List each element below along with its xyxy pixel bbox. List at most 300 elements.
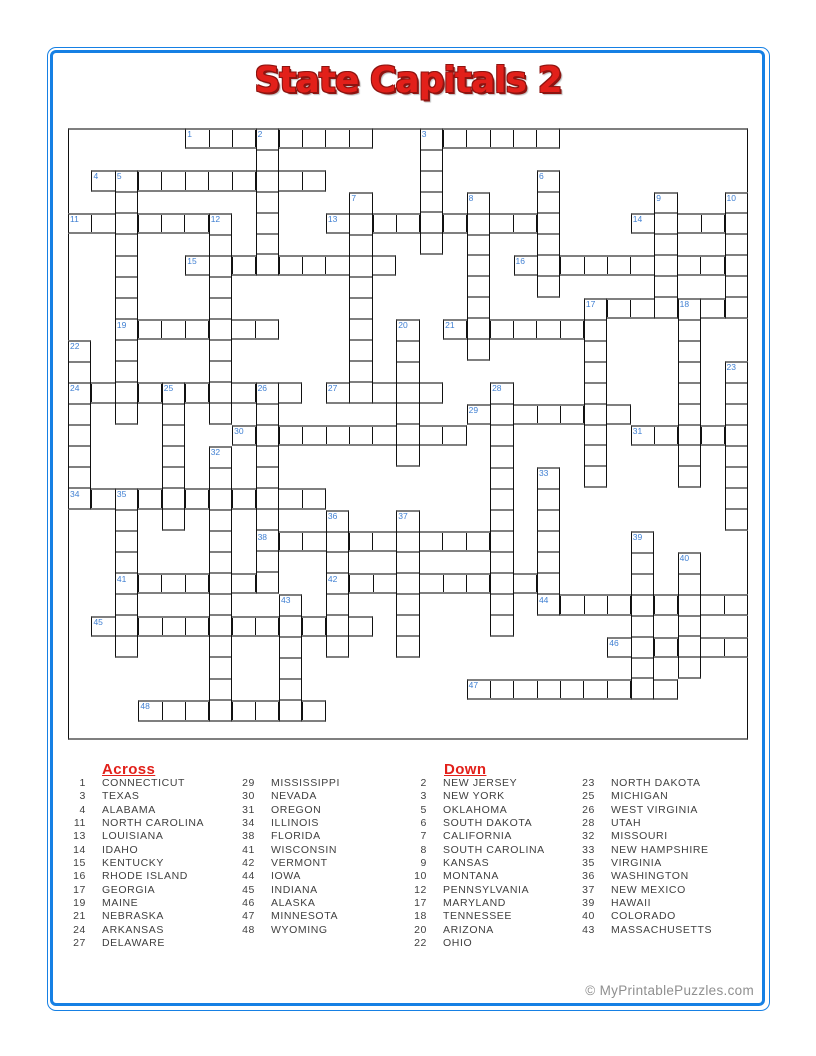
- grid-cell: [210, 383, 231, 404]
- grid-cell: [256, 702, 279, 719]
- grid-cell: [397, 637, 418, 656]
- clue-number: 35: [582, 857, 595, 870]
- clue-number: 22: [414, 937, 427, 950]
- cell-number-21: 21: [445, 319, 455, 330]
- grid-cell: [232, 575, 255, 592]
- cell-number-26: 26: [257, 383, 268, 394]
- cell-number-47: 47: [468, 680, 479, 691]
- grid-cell: [69, 363, 90, 384]
- grid-cell: [139, 575, 162, 592]
- grid-cell: [162, 215, 185, 232]
- grid-cell: [116, 214, 137, 235]
- cell-number-44: 44: [538, 595, 549, 606]
- down-word-28: [490, 382, 513, 636]
- down-word-7: [349, 192, 372, 404]
- clue-number: 7: [420, 830, 427, 843]
- grid-cell: [303, 702, 325, 719]
- down-clue-20: [397, 924, 545, 937]
- across-clue-46: [225, 897, 340, 910]
- clue-text: MINNESOTA: [271, 910, 339, 923]
- across-clue-29: [225, 777, 340, 790]
- grid-cell: [303, 533, 326, 550]
- clue-text: VIRGINIA: [611, 857, 662, 870]
- grid-cell: [163, 405, 184, 426]
- cell-number-13: 13: [327, 213, 338, 224]
- grid-cell: [679, 321, 700, 342]
- clue-number: 17: [414, 897, 427, 910]
- down-clue-26: [565, 804, 712, 817]
- down-clue-18: [397, 910, 545, 923]
- grid-cell: [186, 172, 209, 189]
- clue-number: 43: [582, 923, 595, 936]
- grid-cell: [116, 235, 137, 256]
- clue-text: OREGON: [271, 803, 322, 816]
- down-clue-33: [565, 844, 712, 857]
- cell-number-31: 31: [632, 425, 643, 436]
- grid-cell: [116, 595, 137, 616]
- grid-cell: [726, 384, 747, 405]
- grid-cell: [538, 235, 559, 256]
- down-word-37: [396, 510, 419, 658]
- clue-number: 20: [414, 923, 427, 936]
- grid-cell: [116, 278, 137, 299]
- grid-cell: [726, 405, 747, 426]
- grid-cell: [491, 574, 512, 595]
- down-clue-9: [397, 857, 545, 870]
- down-word-33: [537, 467, 560, 615]
- grid-cell: [233, 172, 256, 189]
- clue-number: 40: [582, 910, 595, 923]
- grid-cell: [421, 172, 442, 193]
- down-word-9: [654, 192, 677, 319]
- clue-number: 38: [242, 830, 255, 843]
- down-clue-43: [565, 924, 712, 937]
- clue-text: MISSISSIPPI: [271, 777, 341, 789]
- clue-text: ILLINOIS: [271, 817, 319, 830]
- grid-cell: [350, 299, 371, 320]
- grid-cell: [210, 511, 231, 532]
- cell-number-9: 9: [656, 192, 661, 203]
- grid-cell: [491, 595, 512, 616]
- grid-cell: [257, 468, 278, 489]
- grid-cell: [139, 384, 162, 401]
- clue-number: 21: [73, 910, 86, 923]
- down-word-43: [279, 594, 302, 721]
- grid-cell: [467, 130, 490, 147]
- grid-cell: [421, 151, 442, 172]
- grid-cell: [491, 681, 514, 698]
- across-clue-11: [56, 817, 204, 830]
- clue-text: NEW HAMPSHIRE: [611, 843, 709, 856]
- clue-text: WYOMING: [271, 923, 328, 936]
- grid-cell: [116, 553, 137, 574]
- down-word-5: [115, 170, 138, 424]
- cell-number-6: 6: [538, 171, 544, 182]
- grid-cell: [303, 618, 326, 635]
- cell-number-7: 7: [351, 192, 357, 203]
- grid-cell: [468, 277, 489, 298]
- grid-cell: [373, 257, 395, 274]
- grid-cell: [397, 553, 418, 574]
- grid-cell: [726, 447, 747, 468]
- grid-cell: [116, 616, 137, 637]
- grid-cell: [279, 490, 302, 507]
- across-clue-4: [56, 804, 204, 817]
- cell-number-18: 18: [679, 298, 690, 309]
- grid-cell: [468, 215, 489, 236]
- clue-number: 41: [242, 843, 255, 856]
- clue-number: 25: [582, 790, 595, 803]
- clue-text: KENTUCKY: [102, 857, 164, 870]
- grid-cell: [538, 193, 559, 214]
- grid-cell: [233, 618, 256, 635]
- down-clues-column-2: [565, 777, 712, 937]
- clue-text: NEW JERSEY: [443, 777, 518, 789]
- grid-cell: [257, 489, 278, 510]
- clue-text: NEW YORK: [443, 790, 505, 803]
- grid-cell: [679, 342, 700, 363]
- down-clue-6: [397, 817, 545, 830]
- grid-cell: [585, 257, 608, 274]
- grid-cell: [538, 511, 559, 532]
- grid-cell: [679, 363, 700, 384]
- grid-cell: [585, 321, 606, 342]
- grid-cell: [679, 446, 700, 467]
- grid-cell: [514, 575, 537, 592]
- grid-cell: [608, 257, 631, 274]
- grid-cell: [585, 405, 606, 426]
- across-clue-38: [225, 830, 340, 843]
- grid-cell: [350, 278, 371, 299]
- across-word-1: [185, 128, 373, 149]
- grid-cell: [280, 638, 301, 659]
- across-clue-13: [56, 830, 204, 843]
- clue-text: MICHIGAN: [611, 790, 669, 803]
- grid-cell: [421, 213, 442, 234]
- grid-cell: [632, 679, 653, 698]
- clue-text: IDAHO: [102, 843, 139, 856]
- down-word-22: [68, 340, 91, 510]
- cell-number-5: 5: [116, 171, 122, 182]
- across-clue-31: [225, 804, 340, 817]
- down-header: Down: [444, 761, 487, 778]
- cell-number-36: 36: [327, 510, 338, 521]
- cell-number-46: 46: [609, 637, 619, 648]
- grid-cell: [257, 510, 278, 531]
- page-title: State Capitals 2: [254, 60, 562, 101]
- grid-cell: [69, 468, 90, 489]
- grid-cell: [257, 235, 278, 256]
- cell-number-30: 30: [234, 425, 244, 436]
- clue-text: VERMONT: [271, 857, 328, 870]
- clue-text: UTAH: [611, 817, 642, 830]
- grid-cell: [655, 427, 678, 444]
- clue-text: OHIO: [443, 937, 473, 950]
- clue-text: TEXAS: [102, 790, 140, 803]
- across-clue-45: [225, 884, 340, 897]
- cell-number-34: 34: [70, 489, 80, 500]
- grid-cell: [655, 298, 676, 317]
- down-clue-8: [397, 844, 545, 857]
- grid-cell: [163, 468, 184, 489]
- clue-number: 1: [79, 777, 86, 789]
- cell-number-25: 25: [163, 383, 174, 394]
- grid-cell: [92, 490, 115, 507]
- grid-cell: [139, 490, 162, 507]
- grid-cell: [726, 489, 747, 510]
- grid-cell: [116, 362, 137, 383]
- grid-cell: [116, 383, 137, 404]
- cell-number-39: 39: [632, 531, 643, 542]
- grid-cell: [679, 617, 700, 638]
- grid-cell: [186, 321, 209, 338]
- grid-cell: [233, 490, 256, 507]
- grid-cell: [69, 447, 90, 468]
- grid-cell: [210, 532, 231, 553]
- clue-number: 23: [582, 777, 595, 789]
- clue-number: 16: [73, 870, 86, 883]
- clue-text: IOWA: [271, 870, 302, 883]
- grid-cell: [514, 215, 537, 232]
- grid-cell: [468, 319, 489, 340]
- grid-cell: [726, 214, 747, 235]
- grid-cell: [679, 384, 700, 405]
- grid-cell: [420, 384, 442, 401]
- grid-cell: [491, 490, 512, 511]
- grid-cell: [350, 236, 371, 257]
- grid-cell: [538, 553, 559, 574]
- grid-cell: [186, 384, 209, 401]
- clue-number: 10: [414, 870, 427, 883]
- grid-cell: [185, 215, 208, 232]
- cell-number-11: 11: [70, 213, 79, 224]
- across-clue-1: [56, 777, 204, 790]
- grid-cell: [561, 681, 584, 698]
- down-word-35: [115, 488, 138, 658]
- grid-cell: [280, 701, 301, 720]
- down-clue-7: [397, 830, 545, 843]
- grid-cell: [468, 340, 489, 359]
- grid-cell: [327, 595, 348, 616]
- grid-cell: [186, 702, 209, 719]
- grid-cell: [655, 277, 676, 298]
- grid-cell: [632, 575, 653, 596]
- grid-cell: [116, 257, 137, 278]
- grid-cell: [232, 384, 255, 401]
- down-clue-25: [565, 790, 712, 803]
- grid-cell: [257, 426, 278, 447]
- grid-cell: [468, 298, 489, 319]
- grid-cell: [374, 575, 397, 592]
- clue-text: NEW MEXICO: [611, 883, 686, 896]
- grid-cell: [726, 277, 747, 298]
- grid-cell: [632, 617, 653, 638]
- grid-cell: [631, 300, 654, 317]
- down-word-12: [209, 213, 232, 425]
- grid-cell: [561, 257, 584, 274]
- grid-cell: [210, 637, 231, 658]
- cell-number-42: 42: [327, 574, 338, 585]
- grid-cell: [397, 616, 418, 637]
- grid-cell: [69, 405, 90, 426]
- across-clue-41: [225, 844, 340, 857]
- down-word-3: [420, 128, 443, 255]
- grid-cell: [186, 490, 209, 507]
- clue-text: DELAWARE: [102, 937, 165, 950]
- grid-cell: [561, 596, 584, 613]
- clue-number: 36: [582, 870, 595, 883]
- across-clue-15: [56, 857, 204, 870]
- across-word-11: [68, 213, 232, 234]
- across-clue-17: [56, 884, 204, 897]
- grid-cell: [491, 405, 512, 426]
- across-clue-42: [225, 857, 340, 870]
- grid-cell: [373, 384, 396, 401]
- grid-cell: [210, 469, 231, 490]
- clue-text: SOUTH DAKOTA: [443, 817, 533, 830]
- clue-number: 3: [79, 790, 86, 803]
- cell-number-15: 15: [187, 256, 197, 267]
- grid-cell: [327, 637, 348, 656]
- grid-cell: [279, 384, 301, 401]
- grid-cell: [538, 681, 561, 698]
- grid-cell: [679, 405, 700, 426]
- clue-text: HAWAII: [611, 897, 652, 910]
- clue-number: 12: [414, 883, 427, 896]
- grid-cell: [210, 658, 231, 679]
- grid-cell: [443, 427, 465, 444]
- clue-number: 29: [242, 777, 255, 789]
- grid-cell: [210, 553, 231, 574]
- clue-text: GEORGIA: [102, 883, 156, 896]
- grid-cell: [679, 637, 700, 658]
- grid-cell: [491, 130, 514, 147]
- clue-text: NORTH CAROLINA: [102, 817, 205, 830]
- grid-cell: [397, 215, 420, 232]
- grid-cell: [162, 321, 185, 338]
- grid-cell: [514, 321, 537, 338]
- across-clue-30: [225, 790, 340, 803]
- down-clue-23: [565, 777, 712, 790]
- grid-cell: [655, 214, 676, 235]
- grid-cell: [257, 214, 278, 235]
- clue-number: 18: [414, 910, 427, 923]
- grid-cell: [163, 426, 184, 447]
- grid-cell: [655, 235, 676, 256]
- clue-number: 2: [420, 777, 427, 789]
- cell-number-43: 43: [281, 595, 291, 606]
- grid-cell: [256, 321, 278, 338]
- grid-cell: [701, 257, 724, 274]
- grid-cell: [163, 510, 184, 529]
- clue-number: 6: [420, 817, 427, 830]
- down-word-10: [725, 192, 748, 319]
- down-word-40: [678, 552, 701, 679]
- cell-number-41: 41: [116, 574, 127, 585]
- cell-number-8: 8: [468, 192, 474, 203]
- clue-number: 31: [242, 803, 255, 816]
- grid-cell: [491, 511, 512, 532]
- grid-cell: [186, 575, 209, 592]
- grid-cell: [327, 427, 350, 444]
- grid-cell: [490, 215, 513, 232]
- clue-text: RHODE ISLAND: [102, 870, 188, 883]
- grid-cell: [374, 215, 397, 232]
- grid-cell: [607, 406, 629, 423]
- grid-cell: [701, 596, 724, 613]
- clue-number: 33: [582, 843, 595, 856]
- clue-number: 30: [242, 790, 255, 803]
- grid-cell: [69, 426, 90, 447]
- grid-cell: [726, 468, 747, 489]
- grid-cell: [678, 257, 701, 274]
- grid-cell: [280, 257, 303, 274]
- grid-cell: [702, 215, 725, 232]
- grid-cell: [162, 575, 185, 592]
- grid-cell: [303, 427, 326, 444]
- grid-cell: [303, 172, 325, 189]
- grid-cell: [280, 427, 303, 444]
- clue-number: 3: [420, 790, 427, 803]
- down-clue-3: [397, 790, 545, 803]
- grid-cell: [257, 552, 278, 573]
- cell-number-12: 12: [210, 213, 221, 224]
- clue-number: 39: [582, 897, 595, 910]
- across-clue-24: [56, 924, 204, 937]
- grid-cell: [585, 426, 606, 447]
- clue-text: NEBRASKA: [102, 910, 164, 923]
- grid-cell: [163, 447, 184, 468]
- across-word-34: [68, 488, 326, 509]
- grid-cell: [726, 510, 747, 529]
- clue-number: 24: [73, 923, 86, 936]
- grid-cell: [257, 151, 278, 172]
- grid-cell: [397, 595, 418, 616]
- clue-text: ALABAMA: [102, 803, 156, 816]
- cell-number-28: 28: [492, 383, 502, 394]
- cell-number-2: 2: [257, 129, 263, 139]
- clue-number: 48: [242, 923, 255, 936]
- grid-cell: [350, 362, 371, 383]
- grid-cell: [679, 596, 700, 617]
- cell-number-38: 38: [257, 531, 268, 542]
- clue-number: 8: [420, 843, 427, 856]
- across-clue-16: [56, 870, 204, 883]
- across-clue-34: [225, 817, 340, 830]
- grid-cell: [350, 575, 373, 592]
- clue-number: 45: [242, 883, 255, 896]
- clue-number: 5: [420, 803, 427, 816]
- clue-text: NEVADA: [271, 790, 317, 803]
- grid-cell: [608, 300, 631, 317]
- across-word-42: [326, 573, 560, 594]
- grid-cell: [538, 574, 559, 595]
- clue-number: 27: [73, 937, 86, 950]
- grid-cell: [538, 406, 561, 423]
- grid-cell: [327, 553, 348, 574]
- cell-number-10: 10: [726, 192, 737, 203]
- cell-number-3: 3: [421, 129, 427, 139]
- down-word-2: [256, 128, 279, 276]
- down-word-39: [631, 531, 654, 701]
- grid-cell: [701, 639, 724, 656]
- grid-cell: [280, 659, 301, 680]
- grid-cell: [654, 681, 676, 698]
- down-clues-column-1: [397, 777, 545, 950]
- cell-number-32: 32: [210, 447, 221, 457]
- grid-cell: [116, 511, 137, 532]
- clue-text: LOUISIANA: [102, 830, 164, 843]
